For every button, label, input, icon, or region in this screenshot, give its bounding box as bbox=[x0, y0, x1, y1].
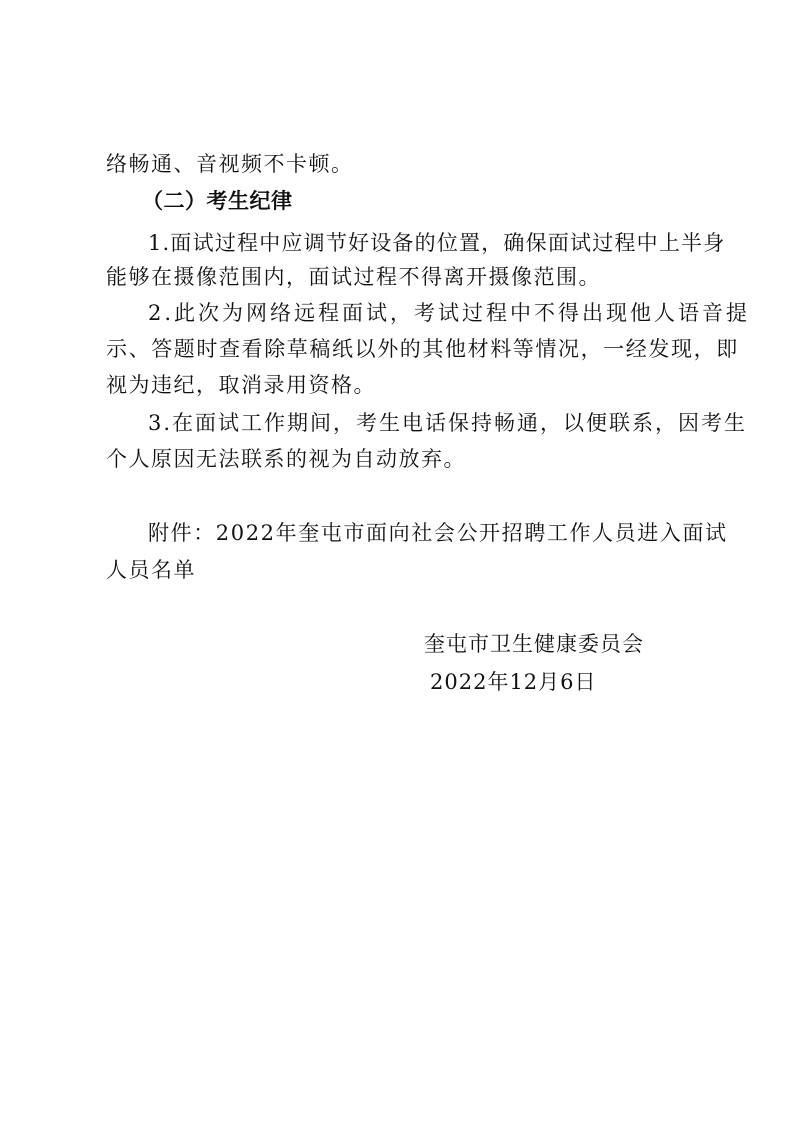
paragraph-continuation: 络畅通、音视频不卡顿。 bbox=[106, 152, 354, 176]
issuer-name: 奎屯市卫生健康委员会 bbox=[424, 632, 644, 656]
rule3-line1: 3.在面试工作期间，考生电话保持畅通，以便联系，因考生 bbox=[148, 411, 748, 435]
attachment-line1: 附件：2022年奎屯市面向社会公开招聘工作人员进入面试 bbox=[148, 521, 728, 545]
rule1-line2: 能够在摄像范围内，面试过程不得离开摄像范围。 bbox=[106, 265, 601, 289]
rule2-line1: 2.此次为网络远程面试，考试过程中不得出现他人语音提 bbox=[148, 301, 751, 325]
rule2-line2: 示、答题时查看除草稿纸以外的其他材料等情况，一经发现，即 bbox=[106, 337, 739, 361]
section-heading: （二）考生纪律 bbox=[142, 188, 293, 213]
attachment-line2: 人员名单 bbox=[106, 558, 196, 582]
issue-date: 2022年12月6日 bbox=[430, 670, 597, 694]
rule1-line1: 1.面试过程中应调节好设备的位置，确保面试过程中上半身 bbox=[148, 231, 726, 255]
rule3-line2: 个人原因无法联系的视为自动放弃。 bbox=[106, 447, 466, 471]
rule2-line3: 视为违纪，取消录用资格。 bbox=[106, 373, 376, 397]
